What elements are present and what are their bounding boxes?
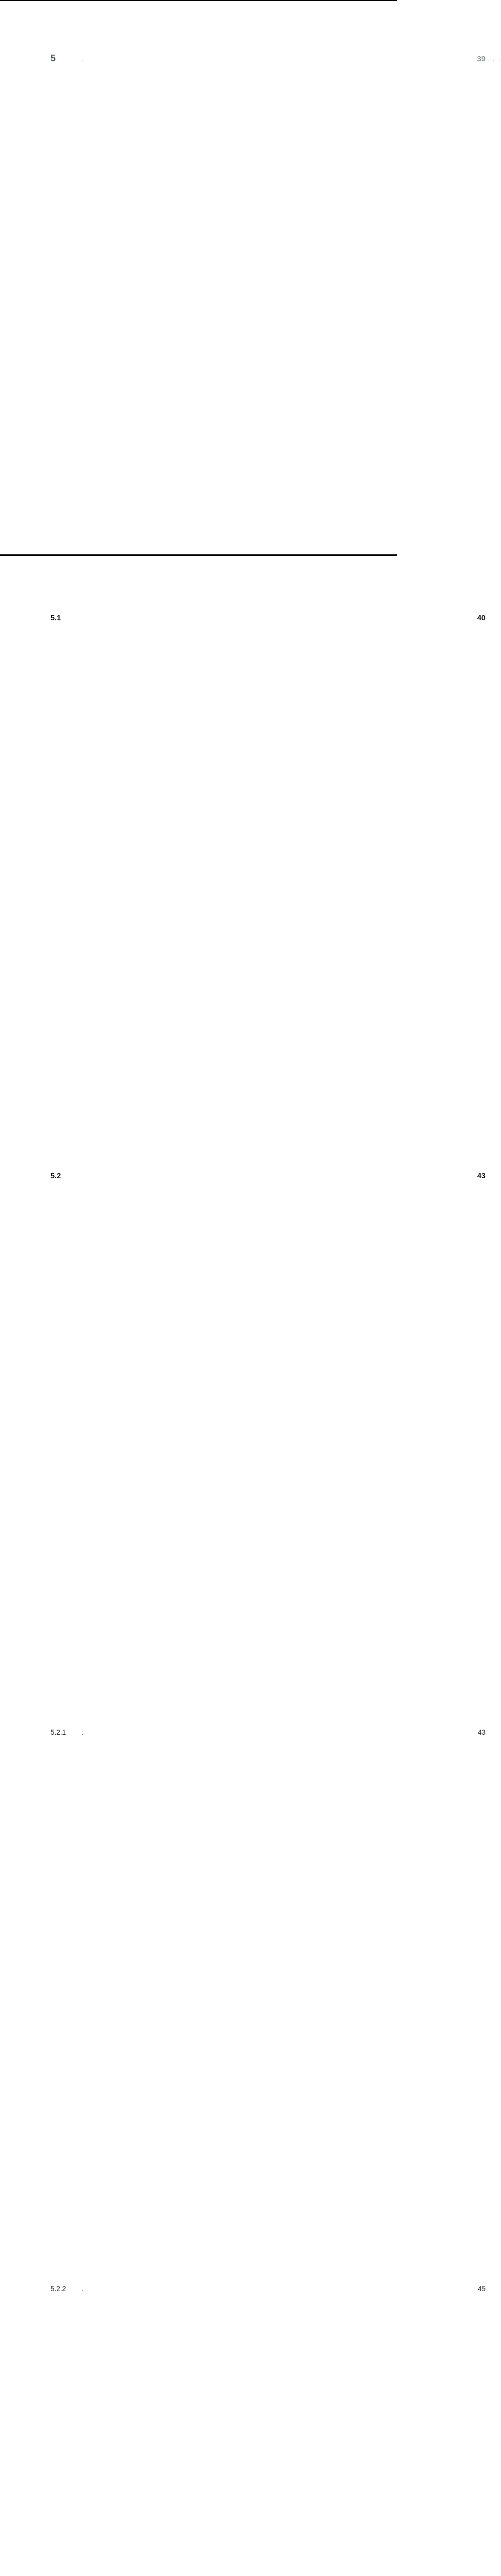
entry-number: 5.1 <box>51 613 80 624</box>
toc-entry-row[interactable] <box>51 613 346 1170</box>
table-of-contents <box>51 52 346 2576</box>
leader-dots <box>81 1727 86 1738</box>
chapter-number: 5 <box>51 52 80 64</box>
page-edge-line-bottom <box>0 554 397 556</box>
entry-number: 5.2.2 <box>51 2284 80 2295</box>
entry-number: 5.2 <box>51 1171 80 1182</box>
entry-page-number: 45 <box>87 2284 486 2576</box>
chapter-page-number: 39 <box>87 53 486 609</box>
page-edge-line-top <box>0 0 397 1</box>
toc-entry-row[interactable] <box>51 1171 346 1727</box>
document-page <box>0 0 397 556</box>
toc-chapter-block <box>51 52 346 2576</box>
entry-page-number: 43 <box>87 1171 486 1727</box>
entry-page-number: 40 <box>87 613 486 1170</box>
leader-dots <box>81 53 86 65</box>
leader-dots <box>81 2284 86 2295</box>
entry-page-number: 43 <box>87 1727 486 2284</box>
toc-entry-row[interactable] <box>51 2284 346 2576</box>
toc-chapter-row[interactable] <box>51 52 346 609</box>
toc-entry-row[interactable] <box>51 1727 346 2284</box>
entry-number: 5.2.1 <box>51 1727 80 1738</box>
